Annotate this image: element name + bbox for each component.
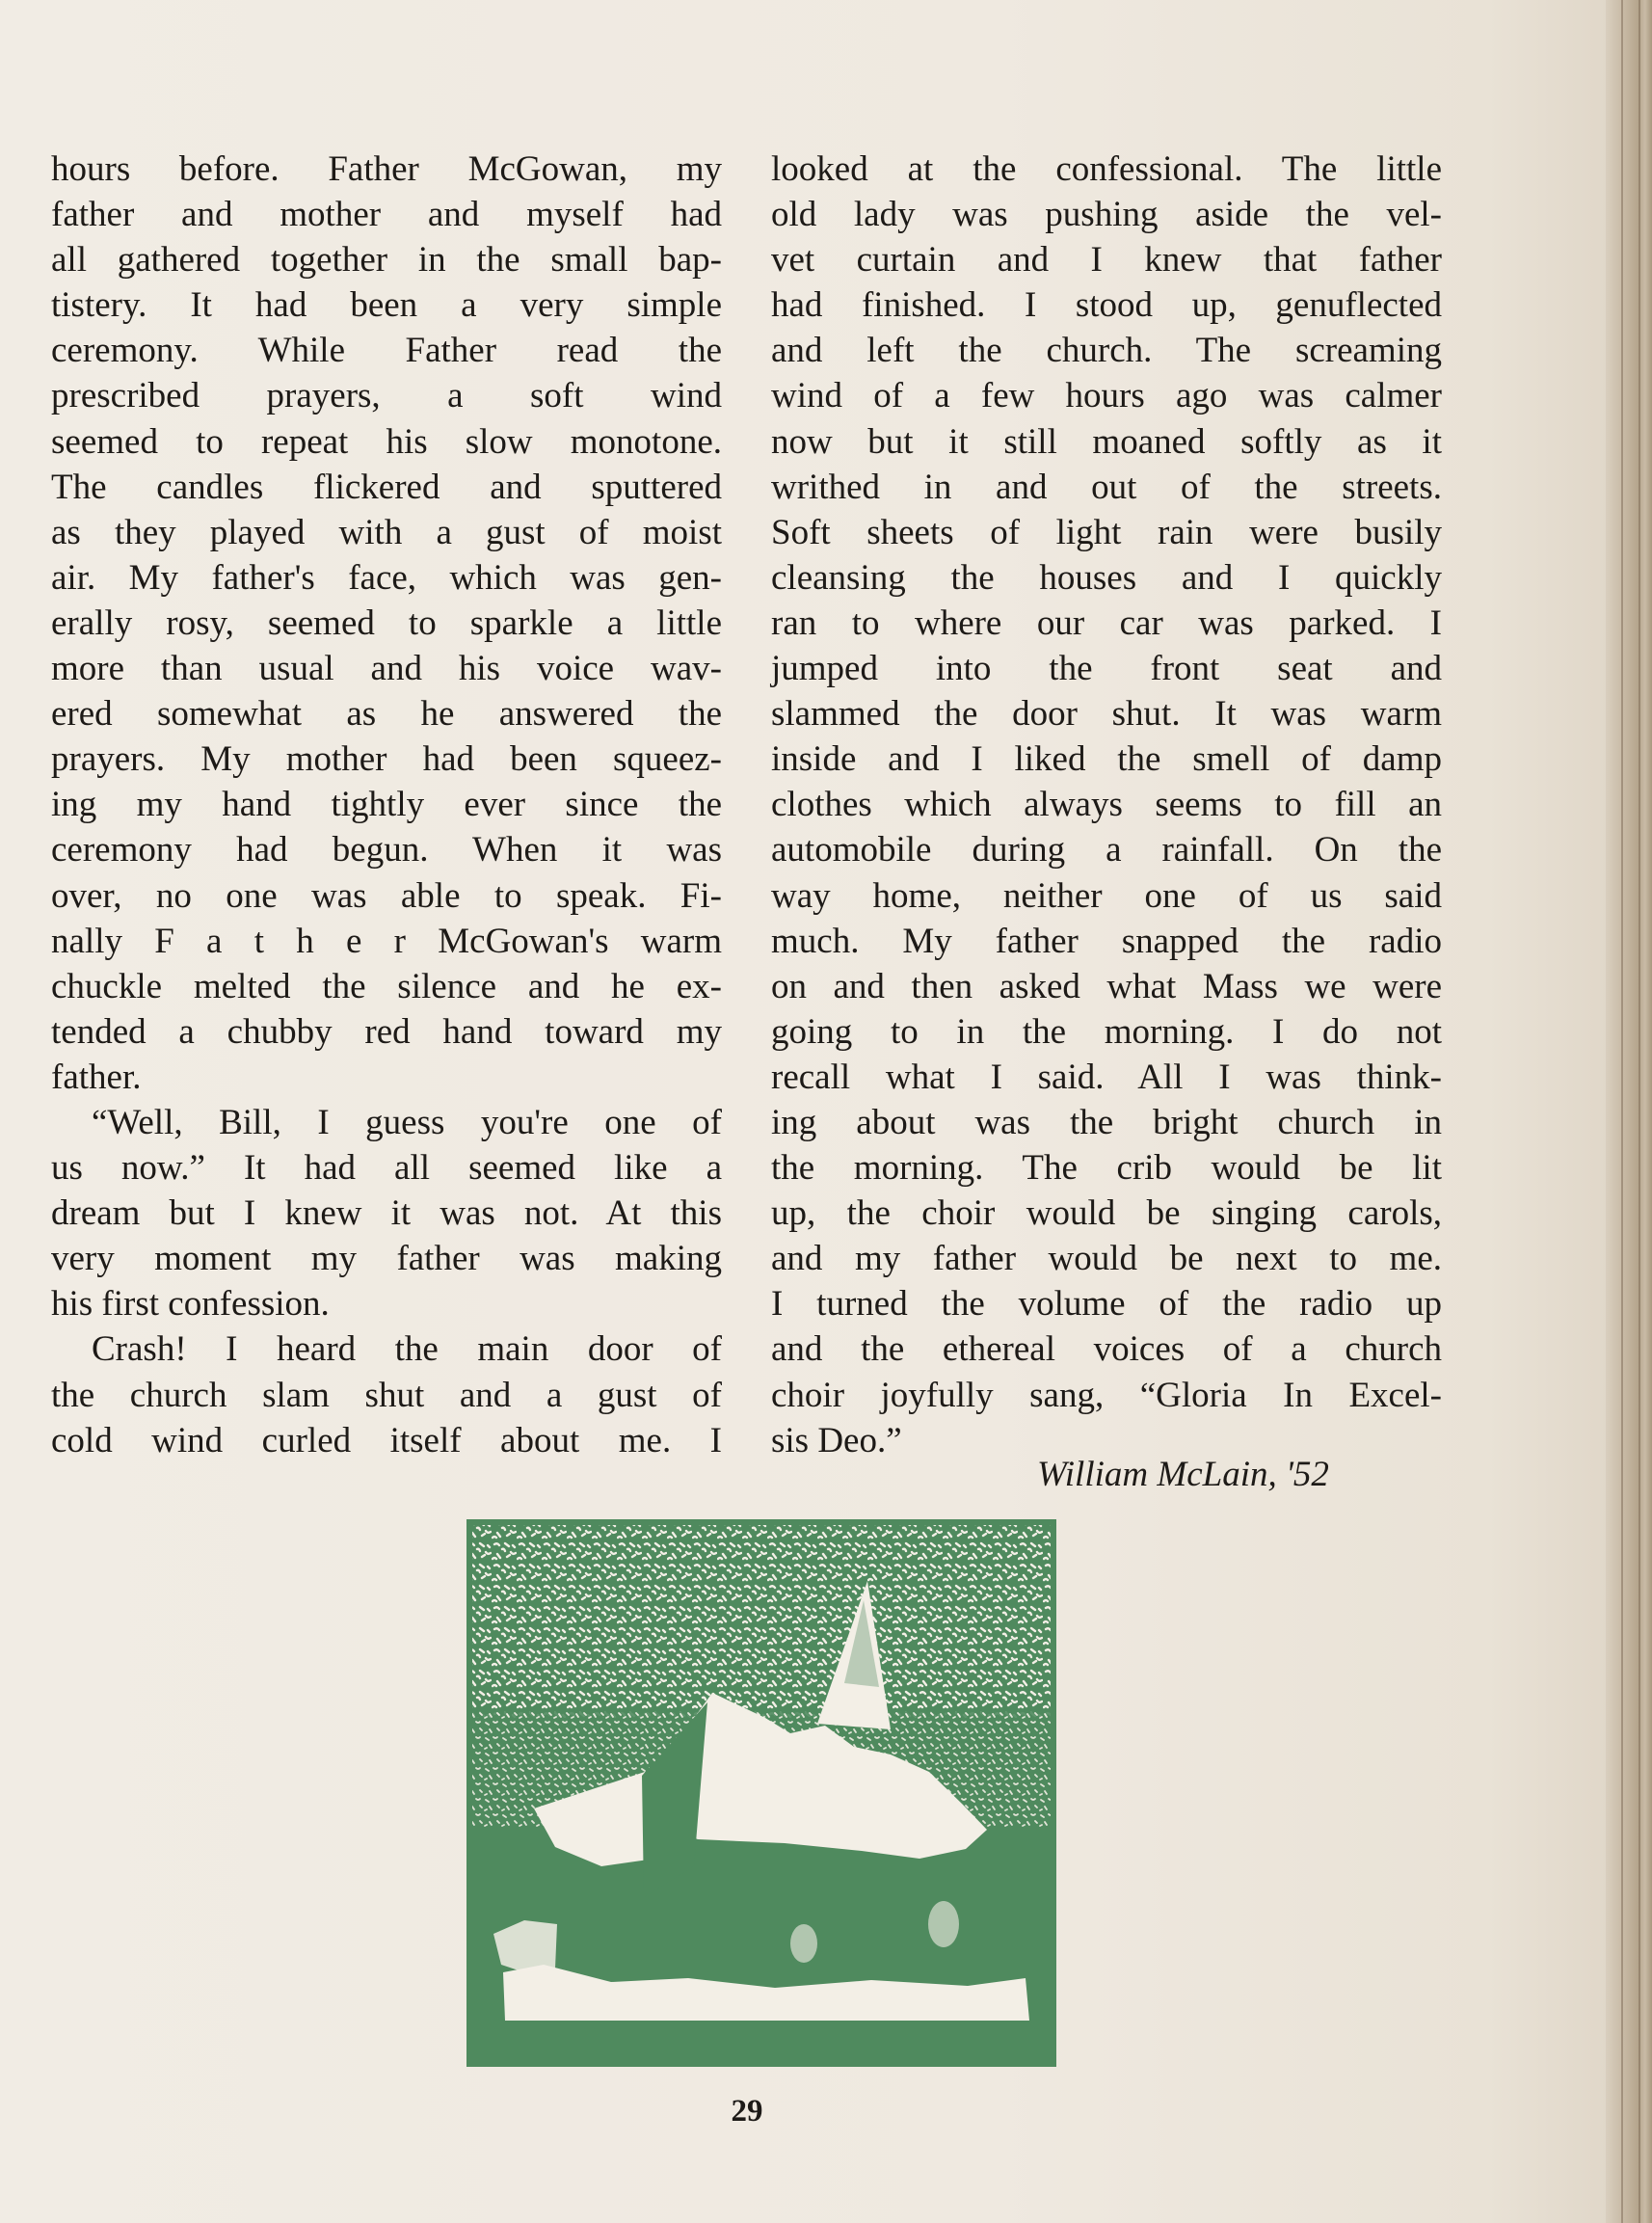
text-line: old lady was pushing aside the vel-: [771, 195, 1442, 235]
text-line: going to in the morning. I do not: [771, 1011, 1442, 1052]
text-line: father.: [51, 1057, 142, 1097]
woodcut-border-bottom: [472, 2048, 1051, 2061]
falling-snow-upper: [472, 1525, 1051, 1718]
text-line: The candles flickered and sputtered: [51, 467, 722, 507]
church-window: [928, 1901, 959, 1947]
text-line: Soft sheets of light rain were busily: [771, 512, 1442, 552]
text-line: tistery. It had been a very simple: [51, 285, 722, 326]
text-line: prayers. My mother had been squeez-: [51, 739, 722, 780]
text-line: writhed in and out of the streets.: [771, 467, 1442, 507]
text-line: way home, neither one of us said: [771, 875, 1442, 916]
text-line: recall what I said. All I was think-: [771, 1057, 1442, 1097]
text-line: now but it still moaned softly as it: [771, 421, 1442, 462]
text-line: looked at the confessional. The little: [771, 149, 1442, 189]
text-line: and my father would be next to me.: [771, 1239, 1442, 1279]
text-line: I turned the volume of the radio up: [771, 1284, 1442, 1325]
gutter-edge: [1639, 0, 1640, 2223]
text-line: ran to where our car was parked. I: [771, 603, 1442, 643]
text-line: Crash! I heard the main door of: [92, 1329, 722, 1370]
left-column: [51, 147, 722, 1463]
text-line: erally rosy, seemed to sparkle a little: [51, 603, 722, 643]
text-line: cleansing the houses and I quickly: [771, 557, 1442, 598]
text-line: clothes which always seems to fill an: [771, 785, 1442, 825]
text-line: air. My father's face, which was gen-: [51, 557, 722, 598]
text-line: over, no one was able to speak. Fi-: [51, 875, 722, 916]
church-window: [790, 1924, 817, 1963]
text-line: much. My father snapped the radio: [771, 921, 1442, 961]
text-line: ing about was the bright church in: [771, 1102, 1442, 1142]
text-line: nally F a t h e r McGowan's warm: [51, 921, 722, 961]
text-line: cold wind curled itself about me. I: [51, 1420, 722, 1460]
text-line: ered somewhat as he answered the: [51, 694, 722, 735]
text-line: very moment my father was making: [51, 1239, 722, 1279]
text-line: had finished. I stood up, genuflected: [771, 285, 1442, 326]
text-line: hours before. Father McGowan, my: [51, 149, 722, 189]
text-line: sis Deo.”: [771, 1420, 902, 1460]
text-line: tended a chubby red hand toward my: [51, 1011, 722, 1052]
book-gutter: [1606, 0, 1652, 2223]
text-line: the morning. The crib would be lit: [771, 1148, 1442, 1189]
text-line: dream but I knew it was not. At this: [51, 1193, 722, 1234]
text-line: on and then asked what Mass we were: [771, 966, 1442, 1006]
text-line: ceremony. While Father read the: [51, 331, 722, 371]
text-line: seemed to repeat his slow monotone.: [51, 421, 722, 462]
church-woodcut-illustration: [466, 1519, 1056, 2067]
text-line: vet curtain and I knew that father: [771, 240, 1442, 281]
author-byline: William McLain, '52: [1037, 1455, 1329, 1494]
page-number: 29: [731, 2094, 763, 2129]
text-line: and left the church. The screaming: [771, 331, 1442, 371]
text-line: up, the choir would be singing carols,: [771, 1193, 1442, 1234]
text-line: all gathered together in the small bap-: [51, 240, 722, 281]
text-line: more than usual and his voice wav-: [51, 649, 722, 689]
text-line: and the ethereal voices of a church: [771, 1329, 1442, 1370]
text-line: ing my hand tightly ever since the: [51, 785, 722, 825]
text-line: wind of a few hours ago was calmer: [771, 376, 1442, 416]
text-line: jumped into the front seat and: [771, 649, 1442, 689]
text-line: “Well, Bill, I guess you're one of: [92, 1102, 722, 1142]
text-line: the church slam shut and a gust of: [51, 1375, 722, 1415]
text-line: choir joyfully sang, “Gloria In Excel-: [771, 1375, 1442, 1415]
text-line: inside and I liked the smell of damp: [771, 739, 1442, 780]
right-column: [771, 147, 1442, 1463]
text-line: slammed the door shut. It was warm: [771, 694, 1442, 735]
text-line: chuckle melted the silence and he ex-: [51, 966, 722, 1006]
text-line: ceremony had begun. When it was: [51, 830, 722, 870]
text-line: father and mother and myself had: [51, 195, 722, 235]
gutter-edge: [1621, 0, 1623, 2223]
text-line: automobile during a rainfall. On the: [771, 830, 1442, 870]
text-line: his first confession.: [51, 1284, 330, 1325]
text-line: us now.” It had all seemed like a: [51, 1148, 722, 1189]
text-line: prescribed prayers, a soft wind: [51, 376, 722, 416]
text-line: as they played with a gust of moist: [51, 512, 722, 552]
